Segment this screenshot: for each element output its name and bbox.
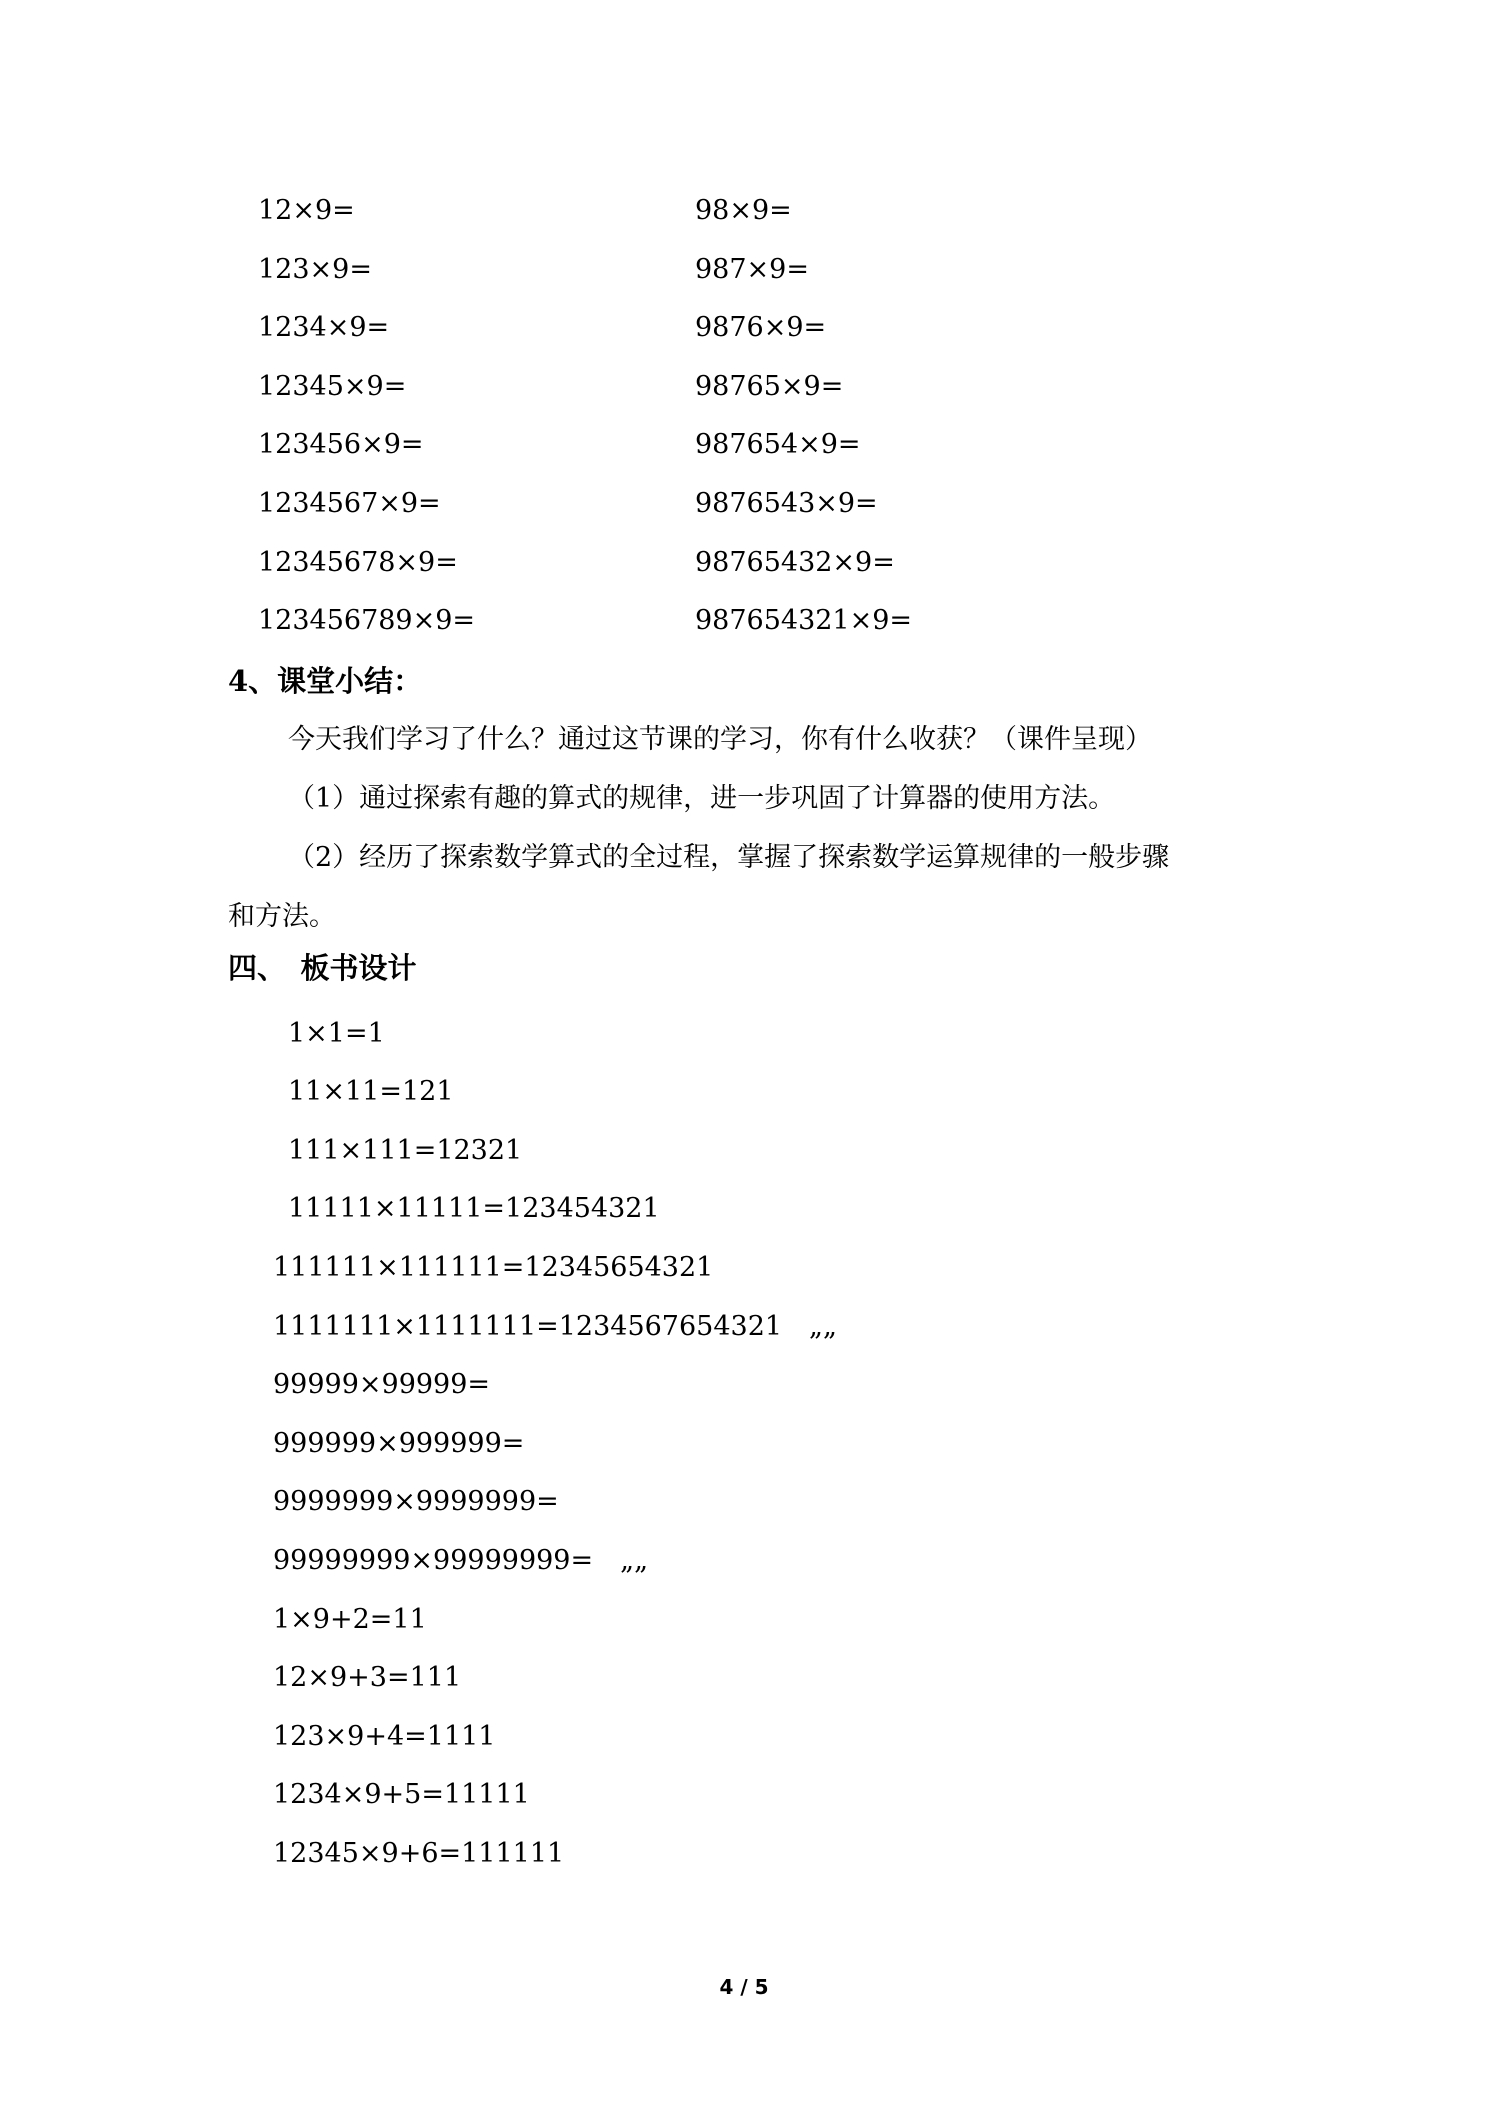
exercise-right: 98765432×9= bbox=[695, 547, 895, 578]
exercise-right: 98×9= bbox=[695, 195, 792, 226]
exercise-right: 9876×9= bbox=[695, 312, 827, 343]
exercise-left: 12345×9= bbox=[258, 371, 407, 402]
summary-point-2-cont: 和方法。 bbox=[228, 901, 336, 932]
board-line: 99999×99999= bbox=[273, 1369, 491, 1400]
board-line: 11×11=121 bbox=[288, 1076, 454, 1107]
board-line: 9999999×9999999= bbox=[273, 1486, 559, 1517]
board-line: 11111×11111=123454321 bbox=[288, 1193, 660, 1224]
exercise-left: 1234×9= bbox=[258, 312, 390, 343]
exercise-right: 98765×9= bbox=[695, 371, 844, 402]
summary-point-1: （1）通过探索有趣的算式的规律，进一步巩固了计算器的使用方法。 bbox=[288, 783, 1116, 814]
summary-intro: 今天我们学习了什么？通过这节课的学习，你有什么收获？（课件呈现） bbox=[288, 724, 1152, 755]
exercise-right: 987654×9= bbox=[695, 429, 861, 460]
board-line: 123×9+4=1111 bbox=[273, 1721, 496, 1752]
exercise-left: 123456×9= bbox=[258, 429, 424, 460]
exercise-left: 12×9= bbox=[258, 195, 355, 226]
board-line: 99999999×99999999= „„ bbox=[273, 1545, 649, 1576]
exercise-right: 9876543×9= bbox=[695, 488, 878, 519]
exercise-left: 1234567×9= bbox=[258, 488, 441, 519]
board-line: 1×1=1 bbox=[288, 1018, 385, 1049]
exercise-left: 123456789×9= bbox=[258, 605, 476, 636]
board-line: 999999×999999= bbox=[273, 1428, 525, 1459]
section-heading-board: 四、 板书设计 bbox=[228, 951, 417, 985]
summary-point-2: （2）经历了探索数学算式的全过程，掌握了探索数学运算规律的一般步骤 bbox=[288, 842, 1170, 873]
board-line: 111×111=12321 bbox=[288, 1135, 523, 1166]
page-number: 4 / 5 bbox=[719, 1975, 769, 1999]
board-line: 111111×111111=12345654321 bbox=[273, 1252, 714, 1283]
exercise-right: 987654321×9= bbox=[695, 605, 913, 636]
section-heading-summary: 4、课堂小结： bbox=[228, 664, 423, 698]
board-line: 1×9+2=11 bbox=[273, 1604, 427, 1635]
exercise-right: 987×9= bbox=[695, 254, 809, 285]
board-line: 12×9+3=111 bbox=[273, 1662, 462, 1693]
exercise-left: 12345678×9= bbox=[258, 547, 458, 578]
board-line: 1234×9+5=11111 bbox=[273, 1779, 530, 1810]
board-line: 12345×9+6=111111 bbox=[273, 1838, 565, 1869]
board-line: 1111111×1111111=1234567654321 „„ bbox=[273, 1311, 838, 1342]
exercise-left: 123×9= bbox=[258, 254, 372, 285]
